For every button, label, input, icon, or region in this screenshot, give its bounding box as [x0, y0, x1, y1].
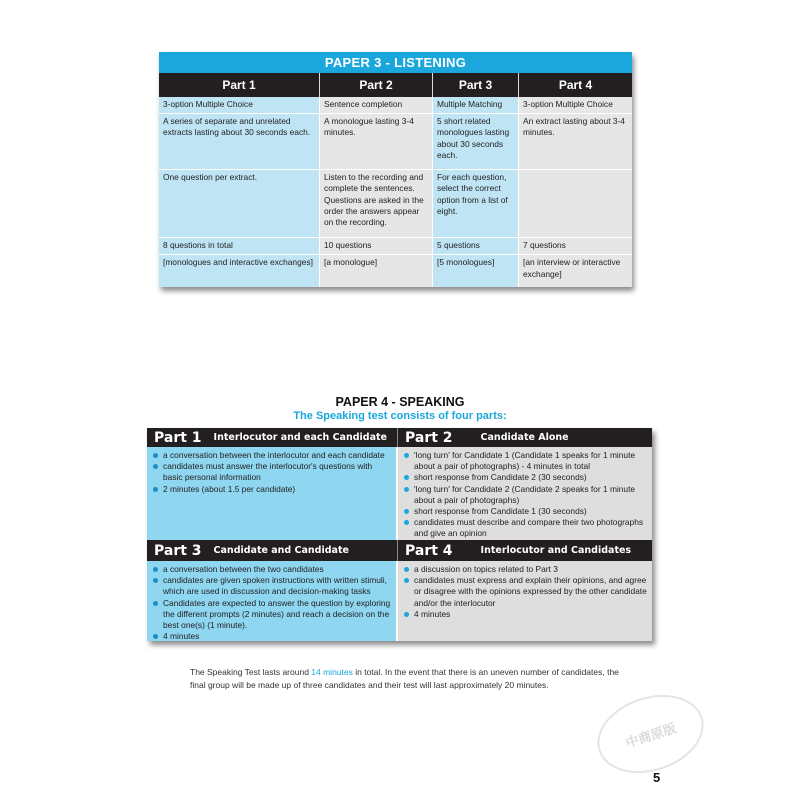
speaking-grid: [147, 428, 652, 641]
table-cell: [519, 170, 633, 238]
summary-highlight: 14 minutes: [311, 667, 353, 677]
table-cell: 8 questions in total: [159, 238, 320, 255]
table-row: [159, 170, 632, 238]
table-row: [159, 255, 632, 287]
table-cell: 3-option Multiple Choice: [519, 97, 633, 114]
table-cell: Multiple Matching: [433, 97, 519, 114]
speaking-subtitle: The Speaking test consists of four parts:: [293, 410, 507, 422]
listening-table: [159, 52, 632, 287]
list-item: candidates must describe and compare their two photographs and give an opinion: [404, 517, 648, 539]
list-item: 'long turn' for Candidate 1 (Candidate 1 speaks for 1 minute about a pair of photographs) - 4 minutes in total: [404, 450, 648, 472]
list-item: 2 minutes (about 1.5 per candidate): [153, 484, 392, 495]
part-1-label: Part 1: [154, 429, 202, 446]
table-cell: 5 questions: [433, 238, 519, 255]
list-item: 4 minutes: [153, 631, 392, 642]
part-1-header: [147, 428, 398, 447]
table-row: [159, 238, 632, 255]
table-cell: 3-option Multiple Choice: [159, 97, 320, 114]
stamp-text: 中商原版: [623, 719, 678, 751]
part-3-body: [147, 561, 398, 641]
table-cell: [monologues and interactive exchanges]: [159, 255, 320, 287]
table-row: [159, 114, 632, 170]
summary-text-end: in total. In the event that there is an uneven number of candidates, the final group will be made up of three candidates and their test will last approximately 20 minutes.: [190, 667, 619, 690]
list-item: Candidates are expected to answer the question by exploring the different prompts (2 minutes) and reach a decision on the best one(s) (1 minute).: [153, 598, 392, 632]
table-cell: One question per extract.: [159, 170, 320, 238]
table-cell: 5 short related monologues lasting about 30 seconds each.: [433, 114, 519, 170]
list-item: candidates are given spoken instructions with written stimuli, which are used in discussion and decision-making tasks: [153, 575, 392, 597]
table-cell: A series of separate and unrelated extracts lasting about 30 seconds each.: [159, 114, 320, 170]
part-4-header: [398, 540, 652, 561]
table-cell: Listen to the recording and complete the sentences. Questions are asked in the order the answers appear on the recording.: [320, 170, 433, 238]
table-cell: An extract lasting about 3-4 minutes.: [519, 114, 633, 170]
list-item: short response from Candidate 1 (30 seconds): [404, 506, 648, 517]
table-cell: For each question, select the correct option from a list of eight.: [433, 170, 519, 238]
part-4-label: Part 4: [405, 542, 453, 559]
header-part-1: Part 1: [159, 73, 320, 97]
part-3-title: Candidate and Candidate: [213, 545, 349, 556]
part-4-title: Interlocutor and Candidates: [480, 545, 632, 556]
speaking-title: PAPER 4 - SPEAKING: [335, 395, 465, 409]
part-1-title: Interlocutor and each Candidate: [213, 432, 387, 443]
list-item: short response from Candidate 2 (30 seconds): [404, 472, 648, 483]
part-2-header: [398, 428, 652, 447]
part-4-body: [398, 561, 652, 641]
summary-paragraph: [190, 666, 630, 692]
table-cell: 10 questions: [320, 238, 433, 255]
table-cell: A monologue lasting 3-4 minutes.: [320, 114, 433, 170]
list-item: a discussion on topics related to Part 3: [404, 564, 648, 575]
listening-title: PAPER 3 - LISTENING: [159, 52, 632, 73]
part-3-header: [147, 540, 398, 561]
part-2-title: Candidate Alone: [480, 432, 569, 443]
header-part-3: Part 3: [433, 73, 519, 97]
part-2-body: [398, 447, 652, 540]
table-row: [159, 97, 632, 114]
header-part-2: Part 2: [320, 73, 433, 97]
page-number: 5: [653, 770, 661, 785]
part-1-body: [147, 447, 398, 540]
list-item: 'long turn' for Candidate 2 (Candidate 2 speaks for 1 minute about a pair of photographs): [404, 484, 648, 506]
list-item: a conversation between the two candidates: [153, 564, 392, 575]
header-part-4: Part 4: [519, 73, 633, 97]
watermark-stamp: [587, 682, 714, 786]
list-item: 4 minutes: [404, 609, 648, 620]
list-item: candidates must answer the interlocutor's questions with basic personal information: [153, 461, 392, 483]
summary-text-start: The Speaking Test lasts around: [190, 667, 312, 677]
table-cell: [an interview or interactive exchange]: [519, 255, 633, 287]
listening-header-row: [159, 73, 632, 97]
part-2-label: Part 2: [405, 429, 453, 446]
list-item: a conversation between the interlocutor and each candidate: [153, 450, 392, 461]
table-cell: [5 monologues]: [433, 255, 519, 287]
table-cell: 7 questions: [519, 238, 633, 255]
list-item: candidates must express and explain their opinions, and agree or disagree with the opinions expressed by the other candidate and/or the interlocutor: [404, 575, 648, 609]
part-3-label: Part 3: [154, 542, 202, 559]
table-cell: [a monologue]: [320, 255, 433, 287]
table-cell: Sentence completion: [320, 97, 433, 114]
